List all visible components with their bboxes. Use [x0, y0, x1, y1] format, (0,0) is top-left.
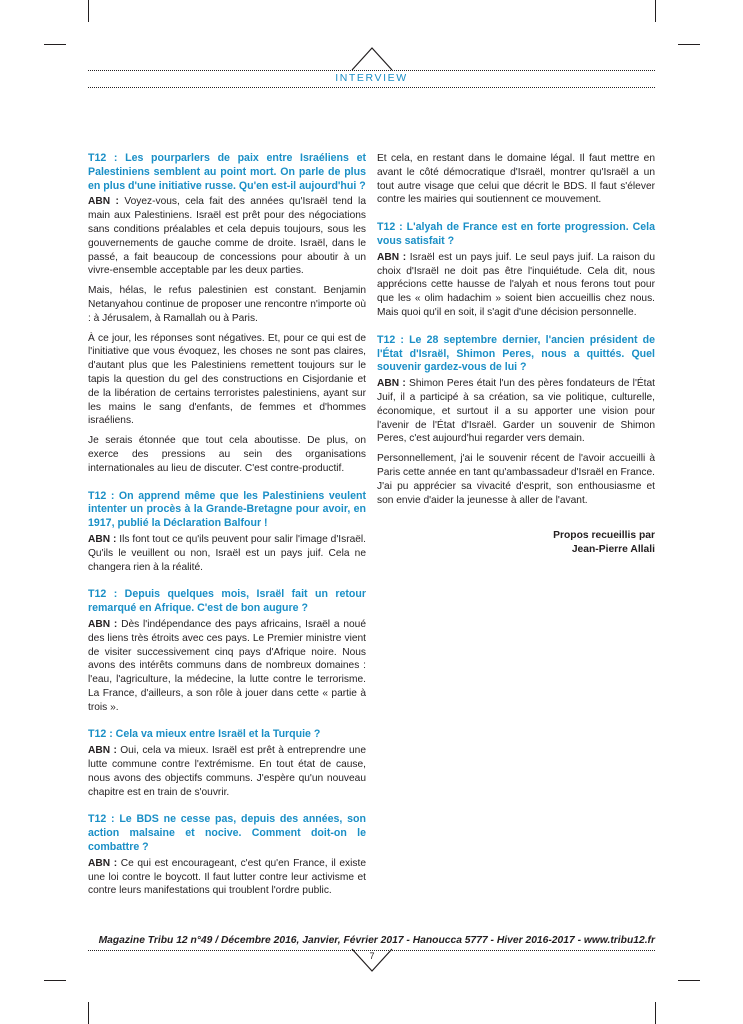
answer-paragraph [88, 618, 366, 715]
question: T12 : Depuis quelques mois, Israël fait un retour remarqué en Afrique. C'est de bon augure ? [88, 588, 366, 615]
answer-lead: ABN : [88, 533, 117, 545]
answer-text: À ce jour, les réponses sont négatives. Et, pour ce qui est de l'initiative que vous évoquez, les choses ne sont pas claires, d'autant plus que les Palestiniens remettent toujours sur le tapis la question du gel des constructions en Cisjordanie et de la libération de certains terroristes palestiniens, ayant sur les mains le sang d'enfants, de femmes et d'hommes israéliens. [88, 332, 366, 427]
header-peak-ornament [350, 46, 394, 72]
crop-mark [655, 0, 656, 22]
question: T12 : Le BDS ne cesse pas, depuis des années, son action malsaine et nocive. Comment doit-on le combattre ? [88, 813, 366, 854]
crop-mark [44, 980, 66, 981]
answer-paragraph [88, 744, 366, 799]
answer-text: Et cela, en restant dans le domaine légal. Il faut mettre en avant le côté démocratique d'Israël, montrer qu'Israël a un tout autre visage que celui que décrit le BDS. Il faut s'élever contre les mairies qui soutiennent ce mouvement. [377, 153, 655, 206]
answer-lead: ABN : [377, 378, 406, 390]
question: T12 : Les pourparlers de paix entre Israéliens et Palestiniens semblent au point mort. On parle de plus en plus d'une initiative russe. Qu'en est-il aujourd'hui ? [88, 152, 366, 192]
answer-paragraph [377, 152, 655, 207]
footer-text: Magazine Tribu 12 n°49 / Décembre 2016, Janvier, Février 2017 - Hanoucca 5777 - Hiver 2016-2017 - www.tribu12.fr [98, 935, 655, 946]
answer-paragraph [88, 533, 366, 574]
answer-text: Je serais étonnée que tout cela aboutisse. De plus, on exerce des pressions au sein des organisations internationales au lieu de discuter. C'est contre-productif. [88, 435, 366, 474]
crop-mark [678, 980, 700, 981]
answer-paragraph [88, 284, 366, 325]
answer-text: Personnellement, j'ai le souvenir récent de l'avoir accueilli à Paris cette année en tant qu'ambassadeur d'Israël en France. J'ai pu apprécier sa vivacité d'esprit, son enthousiasme et son envie d'aider la jeunesse à aller de l'avant. [377, 453, 655, 506]
crop-mark [88, 1002, 89, 1024]
question: T12 : Le 28 septembre dernier, l'ancien président de l'État d'Israël, Shimon Peres, nous a quittés. Quel souvenir gardez-vous de lui ? [377, 333, 655, 374]
answer-text: Voyez-vous, cela fait des années qu'Israël tend la main aux Palestiniens. Israël est prêt pour des négociations sans conditions préalables et cela depuis toujours, sous les gouvernements de gauche comme de droite. Israël, dans le passé, a fait beaucoup de concessions pour aboutir à un vivre-ensemble acceptable par les deux parties. [88, 196, 366, 277]
signature-line: Propos recueillis par [553, 530, 655, 542]
header-rule-bottom [88, 87, 655, 88]
question: T12 : On apprend même que les Palestiniens veulent intenter un procès à la Grande-Bretagne pour avoir, en 1917, publié la Déclaration Balfour ! [88, 489, 366, 530]
answer-lead: ABN : [88, 857, 118, 869]
answer-paragraph [377, 452, 655, 507]
question: T12 : Cela va mieux entre Israël et la Turquie ? [88, 728, 321, 741]
page-number: 7 [369, 951, 375, 961]
section-label: INTERVIEW [335, 72, 408, 84]
crop-mark [88, 0, 89, 22]
answer-text: Oui, cela va mieux. Israël est prêt à entreprendre une lutte commune contre l'extrémisme. En tout état de cause, nous avons des objectifs communs. J'espère qu'un nouveau chapitre est en train de s'ouvrir. [88, 745, 366, 798]
answer-text: Ils font tout ce qu'ils peuvent pour salir l'image d'Israël. Qu'ils le veuillent ou non, Israël est un pays juif. Cela ne changera rien à la réalité. [88, 533, 367, 573]
answer-lead: ABN : [377, 251, 407, 263]
answer-text: Shimon Peres était l'un des pères fondateurs de l'État Juif, il a participé à sa création, sa vie politique, culturelle, économique, et surtout il a su apporter une vision pour l'avenir de l'État d'Israël. Garder un souvenir de Shimon Peres, c'est aujourd'hui regarder vers demain. [377, 378, 656, 445]
answer-paragraph [88, 195, 366, 278]
column-right [377, 152, 655, 557]
column-left [88, 152, 366, 904]
answer-paragraph [88, 332, 366, 429]
crop-mark [655, 1002, 656, 1024]
signature-author: Jean-Pierre Allali [571, 544, 655, 556]
answer-text: Dès l'indépendance des pays africains, Israël a noué des liens très étroits avec ces pays. Le Premier ministre vient de visiter successivement cinq pays d'Afrique noire. Nous avons des intérêts communs dans de nombreux domaines : l'eau, l'agriculture, la médecine, la lutte contre le terrorisme. La France, d'ailleurs, a son rôle à jouer dans cette « partie à trois ». [88, 618, 367, 713]
answer-paragraph [377, 251, 655, 320]
answer-paragraph [377, 377, 655, 446]
signature [377, 529, 655, 557]
crop-mark [44, 44, 66, 45]
question: T12 : L'alyah de France est en forte progression. Cela vous satisfait ? [377, 221, 655, 247]
answer-text: Mais, hélas, le refus palestinien est constant. Benjamin Netanyahou continue de proposer une rencontre n'importe où : à Jérusalem, à Ramallah ou à Paris. [88, 285, 366, 324]
answer-paragraph [88, 434, 366, 475]
answer-paragraph [88, 857, 366, 898]
answer-lead: ABN : [88, 196, 119, 208]
crop-mark [678, 44, 700, 45]
answer-text: Ce qui est encourageant, c'est qu'en France, il existe une loi contre le boycott. Il faut lutter contre leur activisme et contre leurs manifestations qui troublent l'ordre public. [88, 857, 366, 897]
answer-text: Israël est un pays juif. Le seul pays juif. La raison du choix d'Israël ne doit pas être l'inquiétude. Cela dit, nous apprécions cette hausse de l'alyah et nous ferons tout pour que les « olim hadachim » soient bien accueillis chez nous. Mais quoi qu'il en soit, il s'agit d'une décision personnelle. [377, 251, 655, 318]
answer-lead: ABN : [88, 618, 118, 630]
answer-lead: ABN : [88, 745, 117, 757]
